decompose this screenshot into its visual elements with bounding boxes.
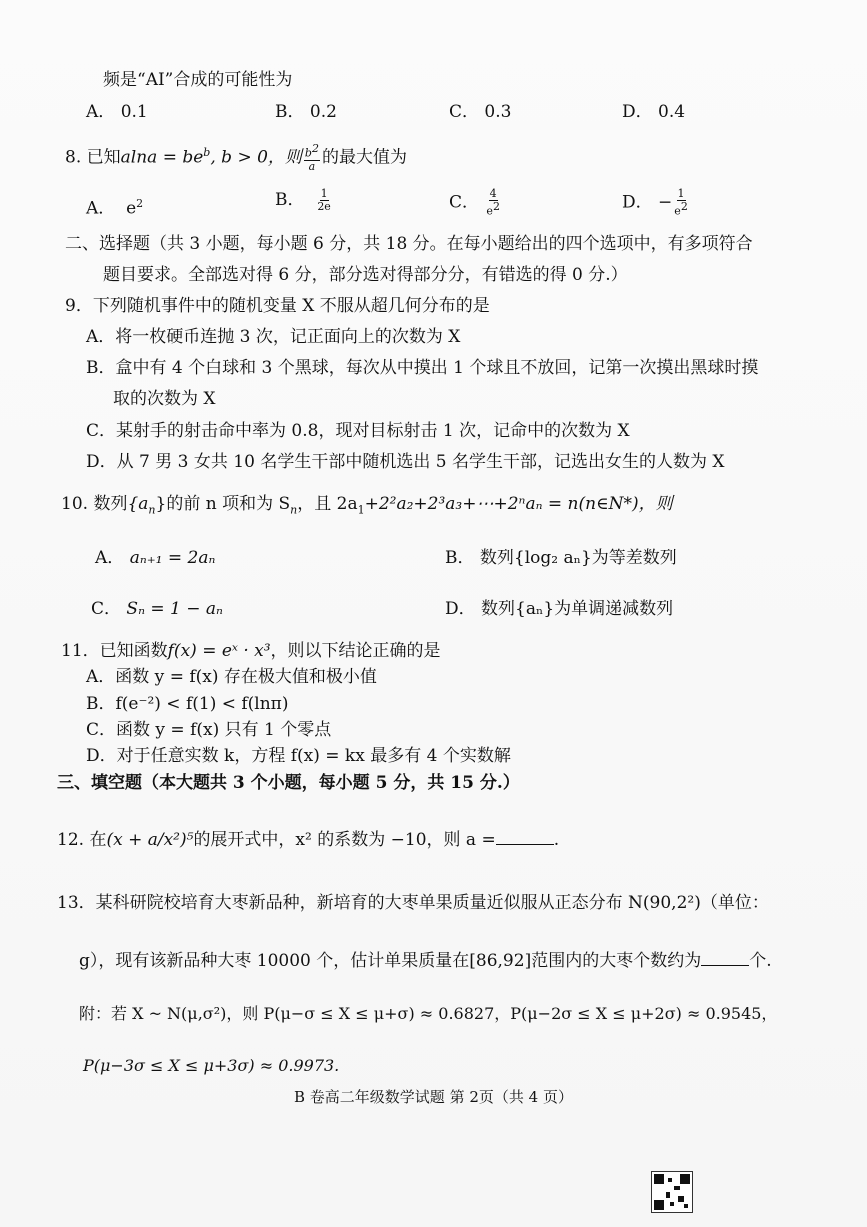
section2-instructions-line2: 题目要求。全部选对得 6 分，部分选对得部分分，有错选的得 0 分.） bbox=[103, 265, 628, 285]
q7-option-a: A． 0.1 bbox=[86, 102, 148, 122]
q10-option-c: C． Sₙ = 1 − aₙ bbox=[91, 599, 223, 619]
q8-option-a: A． $e^2$ bbox=[86, 197, 144, 219]
q7-option-d: D． 0.4 bbox=[622, 102, 686, 122]
q8-option-c: C． $\frac{4}{e^2}$ bbox=[449, 187, 500, 218]
q9-option-d: D．从 7 男 3 女共 10 名学生干部中随机选出 5 名学生干部，记选出女生的人数为 X bbox=[86, 452, 725, 472]
q11-stem: 11．已知函数f(x) = eˣ · x³，则以下结论正确的是 bbox=[61, 641, 441, 661]
q9-option-c: C．某射手的射击命中率为 0.8，现对目标射击 1 次，记命中的次数为 X bbox=[86, 421, 630, 441]
q11-option-d: D．对于任意实数 k，方程 f(x) = kx 最多有 4 个实数解 bbox=[86, 746, 511, 766]
q9-option-b-cont: 取的次数为 X bbox=[113, 389, 216, 409]
q11-option-b: B．f(e⁻²) < f(1) < f(lnπ) bbox=[86, 694, 289, 714]
q8-option-d: D． − $\frac{1}{e^2}$ bbox=[622, 187, 688, 218]
q13-stem-line2: g），现有该新品种大枣 10000 个，估计单果质量在[86,92]范围内的大枣个数约为 个. bbox=[79, 947, 772, 972]
page-footer: B 卷高二年级数学试题 第 2页（共 4 页） bbox=[294, 1088, 573, 1106]
q12-stem: 12. 在(x + a/x²)⁵的展开式中，x² 的系数为 −10，则 a = . bbox=[57, 826, 559, 851]
q13-stem-line1: 13．某科研院校培育大枣新品种，新培育的大枣单果质量近似服从正态分布 N(90,2²)（单位： bbox=[57, 893, 769, 913]
section2-instructions-line1: 二、选择题（共 3 小题，每小题 6 分，共 18 分。在每小题给出的四个选项中，有多项符合 bbox=[65, 234, 753, 254]
q11-option-a: A．函数 y = f(x) 存在极大值和极小值 bbox=[86, 667, 377, 687]
q7-option-c: C． 0.3 bbox=[449, 102, 512, 122]
q10-stem: 10. 数列$\{a_n\}$的前 n 项和为 $S_n$，且 $2a_1+2^2a_2+2^3a_3+\cdots+2^na_n$ = n(n∈N*)，则 bbox=[61, 494, 673, 517]
q9-stem: 9．下列随机事件中的随机变量 X 不服从超几何分布的是 bbox=[65, 296, 490, 316]
q13-note-line1: 附：若 X ~ N(μ,σ²)，则 P(μ−σ ≤ X ≤ μ+σ) ≈ 0.6827，P(μ−2σ ≤ X ≤ μ+2σ) ≈ 0.9545， bbox=[79, 1004, 778, 1023]
q7-option-b: B． 0.2 bbox=[275, 102, 337, 122]
q9-option-b: B．盒中有 4 个白球和 3 个黑球，每次从中摸出 1 个球且不放回，记第一次摸出黑球时摸 bbox=[86, 358, 759, 378]
qr-code-icon bbox=[651, 1171, 693, 1213]
q13-note-line2: P(μ−3σ ≤ X ≤ μ+3σ) ≈ 0.9973. bbox=[83, 1056, 340, 1075]
q8-stem: 8. 已知$alna = be^b$, b > 0，则 $\frac{b^2}{a}$ 的最大值为 bbox=[65, 142, 407, 173]
q10-option-b: B． 数列{log₂ aₙ}为等差数列 bbox=[445, 548, 677, 568]
q9-option-a: A．将一枚硬币连抛 3 次，记正面向上的次数为 X bbox=[86, 327, 461, 347]
section3-heading: 三、填空题（本大题共 3 个小题，每小题 5 分，共 15 分.） bbox=[57, 773, 520, 793]
q11-option-c: C．函数 y = f(x) 只有 1 个零点 bbox=[86, 720, 332, 740]
q8-option-b: B． $\frac{1}{2e}$ bbox=[275, 187, 331, 213]
q10-option-a: A． aₙ₊₁ = 2aₙ bbox=[95, 548, 216, 568]
q7-stem-tail: 频是“AI”合成的可能性为 bbox=[103, 70, 293, 90]
q10-option-d: D． 数列{aₙ}为单调递减数列 bbox=[445, 599, 674, 619]
